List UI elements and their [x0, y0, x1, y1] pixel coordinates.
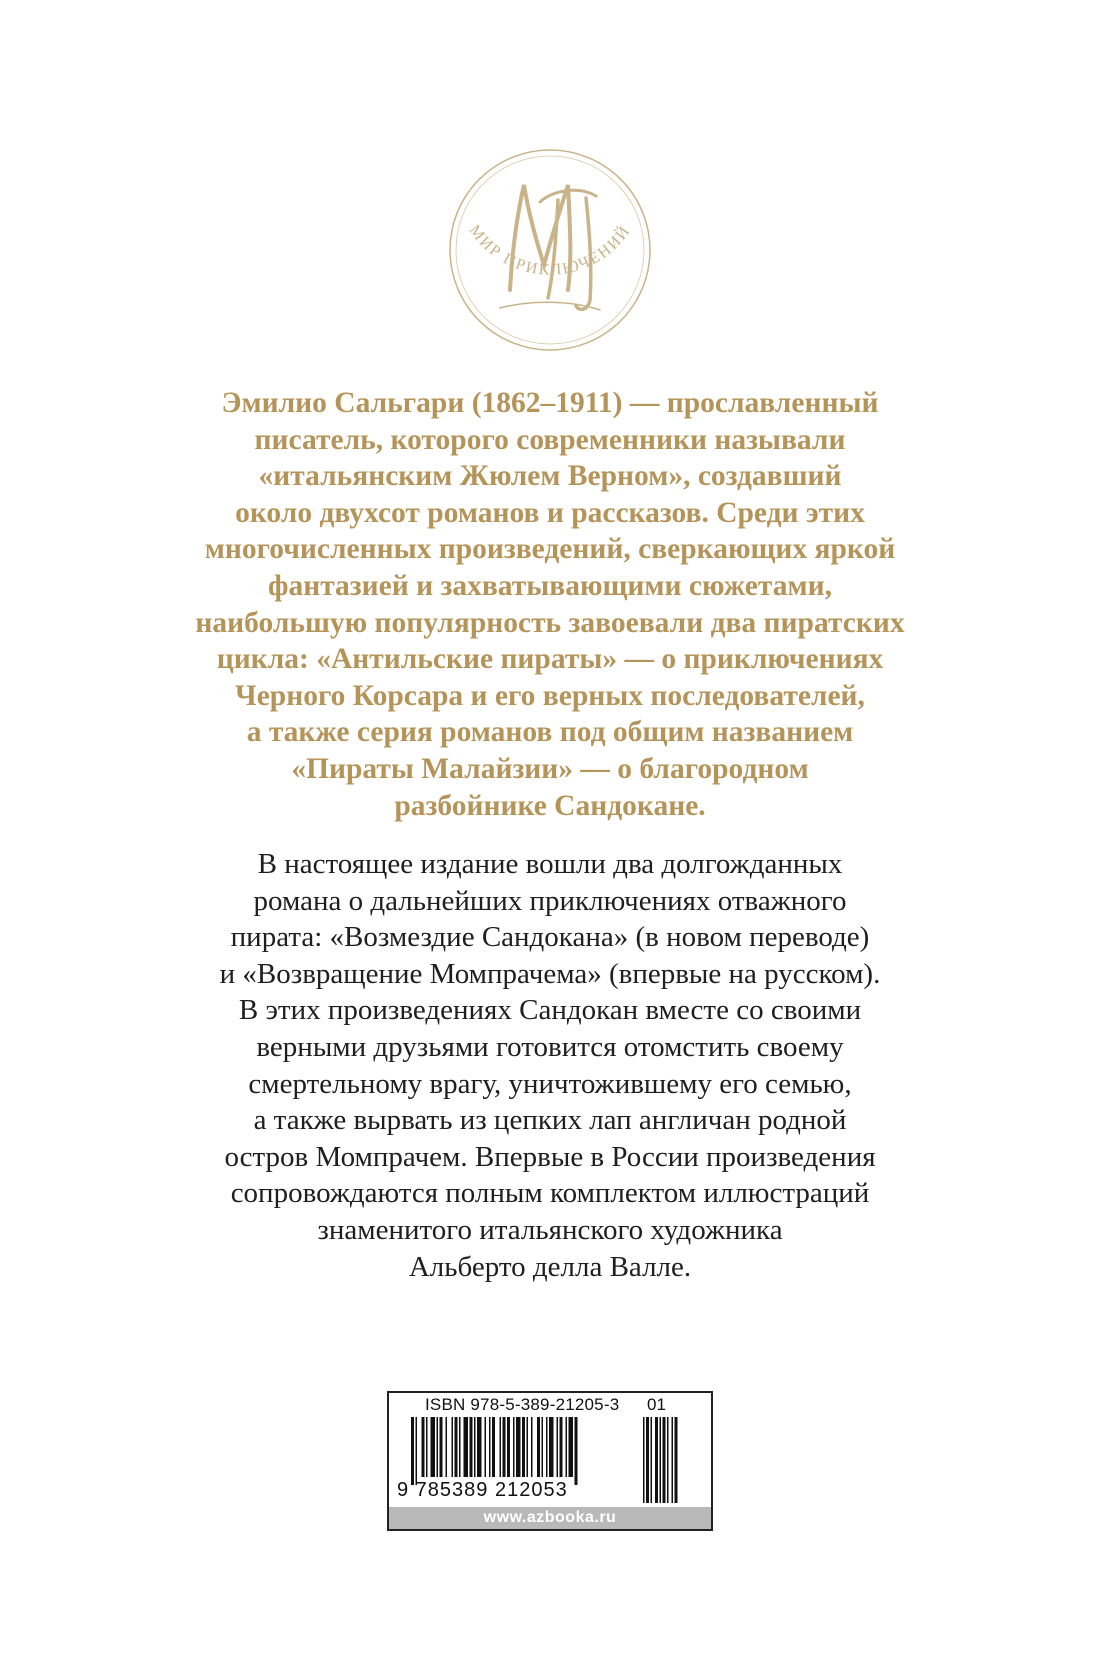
ean-digits: 9 785389 212053: [397, 1479, 568, 1501]
edition-blurb-line: пирата: «Возмездие Сандокана» (в новом переводе): [230, 921, 870, 954]
author-blurb-line: а также серия романов под общим названием: [246, 716, 854, 749]
isbn-addon-label: 01: [647, 1395, 666, 1414]
edition-blurb-line: романа о дальнейших приключениях отважного: [253, 884, 847, 917]
author-blurb-line: около двухсот романов и рассказов. Среди этих: [235, 496, 865, 529]
edition-blurb-line: В настоящее издание вошли два долгожданных: [257, 848, 843, 880]
edition-blurb-line: Альберто делла Валле.: [408, 1250, 692, 1283]
author-blurb-line: писатель, которого современники называли: [254, 423, 846, 456]
logo-arc-text: МИР ПРИКЛЮЧЕНИЙ: [465, 222, 635, 279]
edition-blurb-line: и «Возвращение Момпрачема» (впервые на русском).: [219, 957, 881, 990]
author-blurb-line: «Пираты Малайзии» — о благородном: [291, 752, 809, 785]
edition-blurb-line: верными друзьями готовится отомстить своему: [256, 1030, 844, 1063]
author-blurb: [150, 385, 950, 824]
author-blurb-line: многочисленных произведений, сверкающих яркой: [204, 533, 896, 566]
author-blurb-line: Черного Корсара и его верных последователей,: [235, 679, 865, 712]
author-blurb-line: фантазией и захватывающими сюжетами,: [268, 569, 832, 602]
isbn-label: ISBN 978-5-389-21205-3: [425, 1395, 620, 1414]
edition-blurb-line: сопровождаются полным комплектом иллюстраций: [230, 1177, 870, 1210]
author-blurb-line: Эмилио Сальгари (1862–1911) — прославленный: [221, 387, 879, 419]
publisher-series-logo: [440, 140, 660, 360]
edition-blurb-line: смертельному врагу, уничтожившему его семью,: [248, 1067, 852, 1100]
author-blurb-line: цикла: «Антильские пираты» — о приключениях: [216, 643, 884, 676]
edition-blurb: [150, 846, 950, 1285]
publisher-website: www.azbooka.ru: [389, 1507, 711, 1529]
edition-blurb-line: остров Момпрачем. Впервые в России произведения: [224, 1140, 876, 1173]
edition-blurb-line: знаменитого итальянского художника: [317, 1213, 783, 1246]
isbn-barcode: [387, 1391, 713, 1531]
author-blurb-line: разбойнике Сандокане.: [394, 789, 706, 822]
edition-blurb-line: В этих произведениях Сандокан вместе со своими: [238, 994, 862, 1027]
author-blurb-line: наибольшую популярность завоевали два пиратских: [195, 606, 905, 639]
author-blurb-line: «итальянским Жюлем Верном», создавший: [258, 460, 842, 493]
edition-blurb-line: а также вырвать из цепких лап англичан родной: [253, 1104, 847, 1137]
